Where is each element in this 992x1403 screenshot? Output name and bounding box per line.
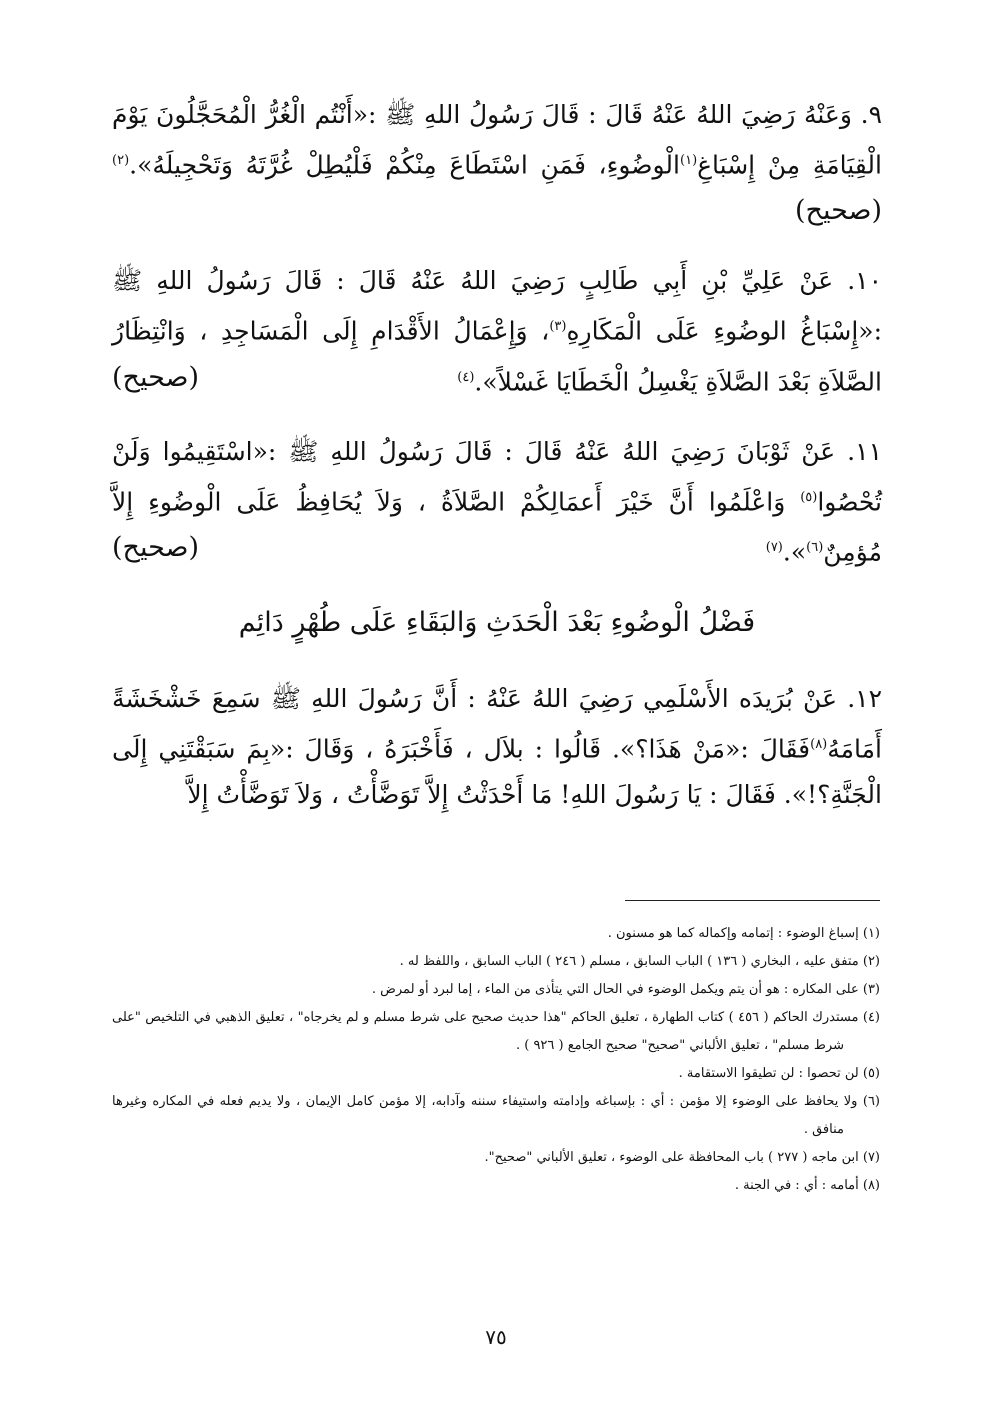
- hadith-10-text: ١٠. عَنْ عَلِيِّ بْنِ أَبِي طَالِبٍ رَضِيَ اللهُ عَنْهُ قَالَ : قَالَ رَسُولُ اللهِ ﷺ :«إِسْبَاغُ الوضُوءِ عَلَى الْمَكَارِهِ: [112, 266, 882, 346]
- footnote-divider: [625, 900, 880, 901]
- hadith-11-text-cont: وَاعْلَمُوا أَنَّ خَيْرَ أَعمَالِكُمْ الصَّلاَةُ ، وَلاَ يُحَافِظُ عَلَى الْوضُوءِ إِلاَّ مُؤمِنٌ: [112, 487, 882, 567]
- footnote-3: (٣) على المكاره : هو أن يتم ويكمل الوضوء في الحال التي يتأذى من الماء ، إما لبرد أو لمرض .: [371, 982, 880, 997]
- footnote-7: (٧) ابن ماجه ( ٢٧٧ ) باب المحافظة على الوضوء ، تعليق الألباني "صحيح".: [484, 1150, 880, 1165]
- footnote-6: (٦) ولا يحافظ على الوضوء إلا مؤمن : أي : بإسباغه وإدامته واستيفاء سننه وآدابه، إلا مؤمن كامل الإيمان ، ولا يديم فعله في المكاره وغيرها منافق .: [112, 1094, 880, 1137]
- hadith-12-text: ١٢. عَنْ بُرَيدَه الأَسْلَمِي رَضِيَ اللهُ عَنْهُ : أَنَّ رَسُولَ اللهِ ﷺ سَمِعَ خَشْخَشَةً أَمَامَهُ: [112, 683, 883, 763]
- hadith-9: [112, 92, 882, 234]
- footnote-5: (٥) لن تحصوا : لن تطيقوا الاستقامة .: [678, 1066, 880, 1081]
- footnote-ref-3[interactable]: (٣): [549, 319, 567, 335]
- hadith-9-text: ٩. وَعَنْهُ رَضِيَ اللهُ عَنْهُ قَالَ : قَالَ رَسُولُ اللهِ ﷺ :«أَنْتُم الْغُرُّ الْمُحَجَّلُونَ يَوْمَ الْقِيَامَةِ مِنْ إِسْبَاغِ: [112, 100, 882, 180]
- footnote-ref-7[interactable]: (٧): [765, 540, 783, 556]
- footnote-1: (١) إسباغ الوضوء : إتمامه وإكماله كما هو مسنون .: [607, 926, 880, 941]
- hadith-12-text-cont: فَقَالَ :«مَنْ هَذَا؟». قَالُوا : بلاَل ، فَأَخْبَرَهُ ، وَقَالَ :«بِمَ سَبَقْتَنِي إِلَى الْجَنَّةِ؟!». فَقَالَ : يَا رَسُولَ اللهِ! مَا أَحْدَثْتُ إِلاَّ تَوَضَّأْتُ ، وَلاَ تَوَضَّأْتُ إِلاَّ: [112, 733, 882, 809]
- footnote-ref-5[interactable]: (٥): [800, 489, 818, 505]
- footnotes: [112, 920, 880, 1200]
- hadith-11-grade: (صحيح): [112, 532, 199, 564]
- hadith-9-text-cont: الْوضُوءِ، فَمَنِ اسْتَطَاعَ مِنْكُمْ فَلْيُطِلْ غُرَّتَهُ وَتَحْجِيلَهُ».: [129, 150, 680, 180]
- hadith-11-text-end: ».: [782, 537, 807, 567]
- hadith-11: [112, 429, 882, 576]
- footnote-ref-2[interactable]: (٢): [112, 153, 130, 168]
- footnote-ref-8[interactable]: (٨): [810, 736, 828, 752]
- hadith-9-grade: (صحيح): [795, 195, 882, 227]
- footnote-2: (٢) متفق عليه ، البخاري ( ١٣٦ ) الباب السابق ، مسلم ( ٢٤٦ ) الباب السابق ، واللفظ له .: [399, 954, 880, 969]
- page-content: [112, 92, 882, 842]
- footnote-ref-4[interactable]: (٤): [457, 369, 475, 385]
- hadith-12: [112, 676, 882, 818]
- footnote-ref-1[interactable]: (١): [680, 153, 698, 168]
- footnote-ref-6[interactable]: (٦): [806, 540, 824, 556]
- section-title: فَضْلُ الْوضُوءِ بَعْدَ الْحَدَثِ وَالبَقَاءِ عَلَى طُهْرٍ دَائِم: [238, 606, 756, 638]
- footnote-4: (٤) مستدرك الحاكم ( ٤٥٦ ) كتاب الطهارة ، تعليق الحاكم "هذا حديث صحيح على شرط مسلم و لم يخرجاه" ، تعليق الذهبي في التلخيص "على شرط مسلم" ، تعليق الألباني "صحيح" صحيح الجامع ( ٩٢٦ ) .: [112, 1010, 880, 1053]
- page-number: ٧٥: [485, 1325, 507, 1349]
- hadith-10: [112, 258, 882, 405]
- hadith-10-grade: (صحيح): [112, 361, 199, 393]
- hadith-11-text: ١١. عَنْ ثَوْبَانَ رَضِيَ اللهُ عَنْهُ قَالَ : قَالَ رَسُولُ اللهِ ﷺ :«اسْتَقِيمُوا وَلَنْ تُحْصُوا: [112, 436, 882, 517]
- footnote-8: (٨) أمامه : أي : في الجنة .: [734, 1178, 880, 1193]
- hadith-10-text-cont: ، وَإِعْمَالُ الأَقْدَامِ إِلَى الْمَسَاجِدِ ، وَانْتِظَارُ الصَّلاَةِ بَعْدَ الصَّلاَةِ يَغْسِلُ الْخَطَايَا غَسْلاً».: [112, 316, 882, 396]
